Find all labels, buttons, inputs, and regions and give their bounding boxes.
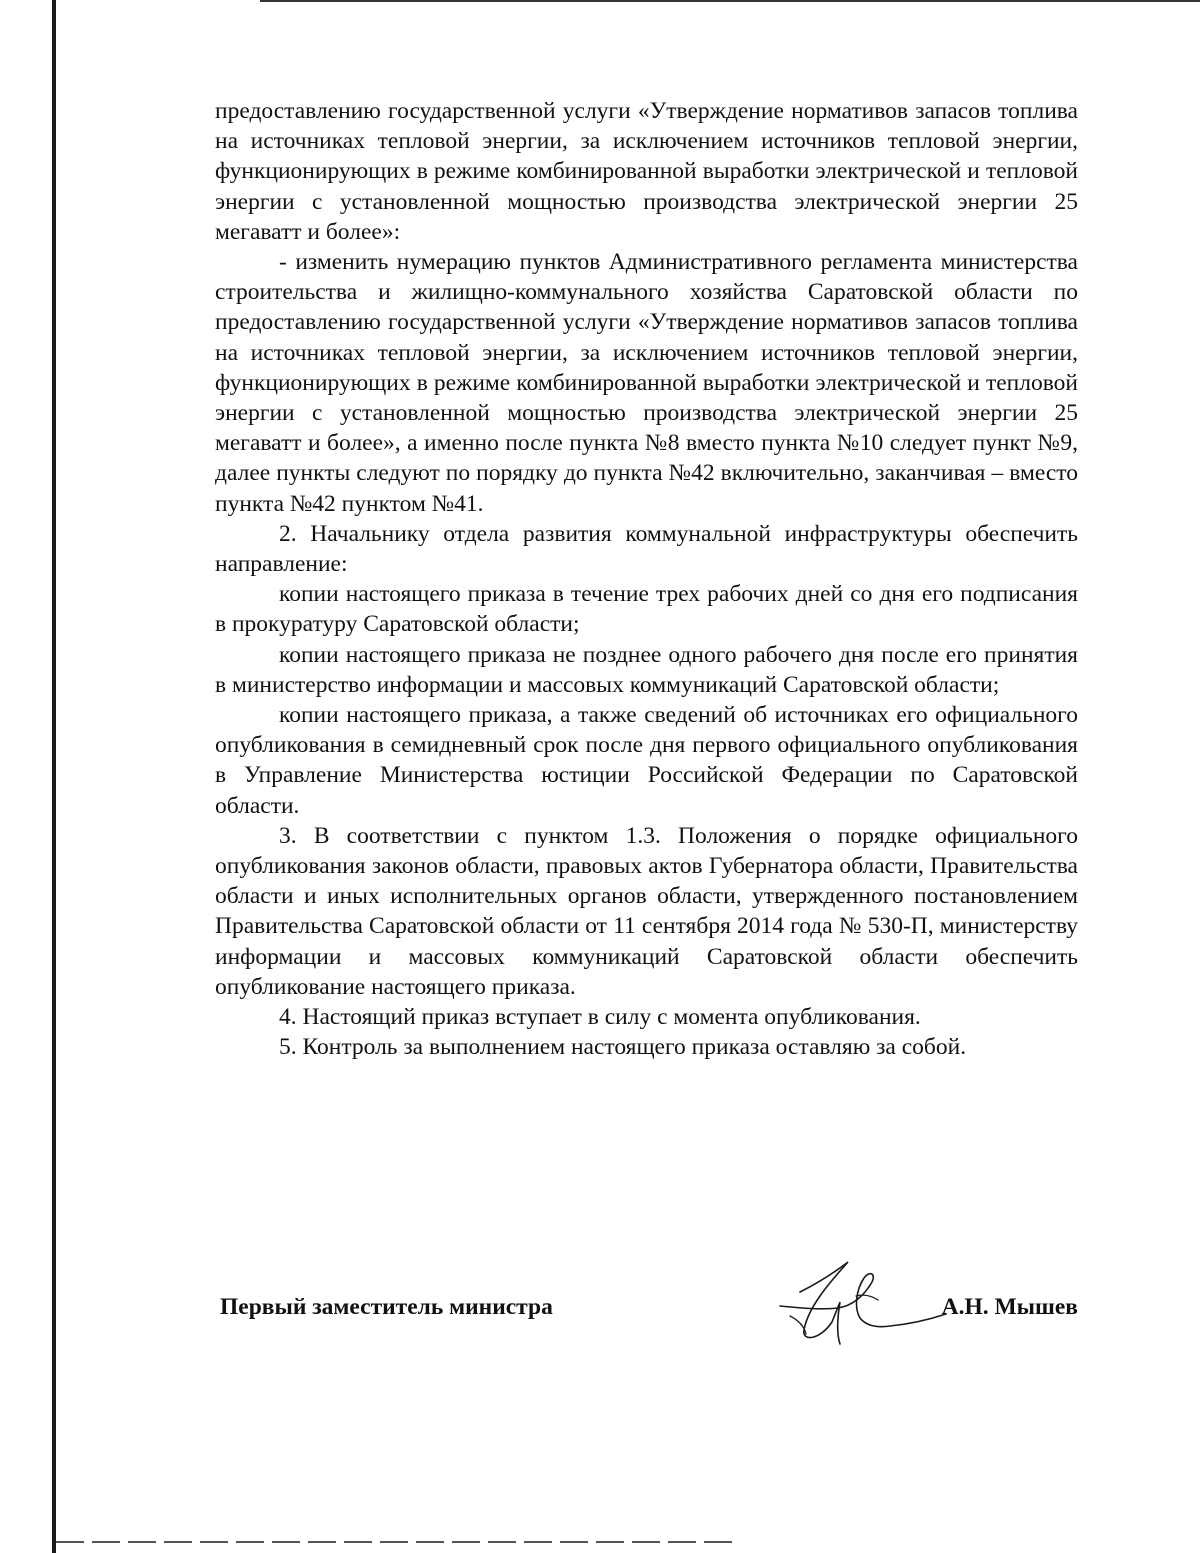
paragraph-item-2: 2. Начальнику отдела развития коммунальной инфраструктуры обеспечить направление: <box>215 520 1078 578</box>
scan-bottom-edge <box>56 1541 736 1543</box>
signer-name: А.Н. Мышев <box>941 1294 1078 1320</box>
paragraph-justice-copy: копии настоящего приказа, а также сведений об источниках его официального опубликования в семидневный срок после дня первого официального опубликования в Управление Министерства юстиции Российской Федерации по Саратовской области. <box>215 702 1078 819</box>
handwritten-signature-icon <box>760 1252 950 1348</box>
paragraph-item-5: 5. Контроль за выполнением настоящего приказа оставляю за собой. <box>279 1034 967 1061</box>
paragraph-item-3: 3. В соответствии с пунктом 1.3. Положения о порядке официального опубликования законов области, правовых актов Губернатора области, Правительства области и иных исполнительных органов области, утвержденного постановлением Правительства Саратовской области от 11 сентября 2014 года № 530-П, министерству информации и массовых коммуникаций Саратовской области обеспечить опубликование настоящего приказа. <box>215 822 1078 1000</box>
signer-position: Первый заместитель министра <box>220 1294 553 1320</box>
paragraph-item-4: 4. Настоящий приказ вступает в силу с момента опубликования. <box>279 1004 921 1031</box>
paragraph-continuation: предоставлению государственной услуги «Утверждение нормативов запасов топлива на источниках тепловой энергии, за исключением источников тепловой энергии, функционирующих в режиме комбинированной выработки электрической и тепловой энергии с установленной мощностью производства электрической энергии 25 мегаватт и более»: <box>215 98 1078 245</box>
scan-top-edge <box>260 0 1200 2</box>
scan-left-edge <box>52 0 56 1553</box>
signature-block <box>220 1288 1078 1348</box>
paragraph-prosecutor-copy: копии настоящего приказа в течение трех рабочих дней со дня его подписания в прокуратуру Саратовской области; <box>215 581 1078 638</box>
document-body <box>215 96 1078 1063</box>
paragraph-numbering-change: - изменить нумерацию пунктов Административного регламента министерства строительства и жилищно-коммунального хозяйства Саратовской области по предоставлению государственной услуги «Утверждение нормативов запасов топлива на источниках тепловой энергии, за исключением источников тепловой энергии, функционирующих в режиме комбинированной выработки электрической и тепловой энергии с установленной мощностью производства электрической энергии 25 мегаватт и более», а именно после пункта №8 вместо пункта №10 следует пункт №9, далее пункты следуют по порядку до пункта №42 включительно, заканчивая – вместо пункта №42 пунктом №41. <box>215 249 1078 517</box>
paragraph-ministry-copy: копии настоящего приказа не позднее одного рабочего дня после его принятия в министерство информации и массовых коммуникаций Саратовской области; <box>215 641 1078 698</box>
